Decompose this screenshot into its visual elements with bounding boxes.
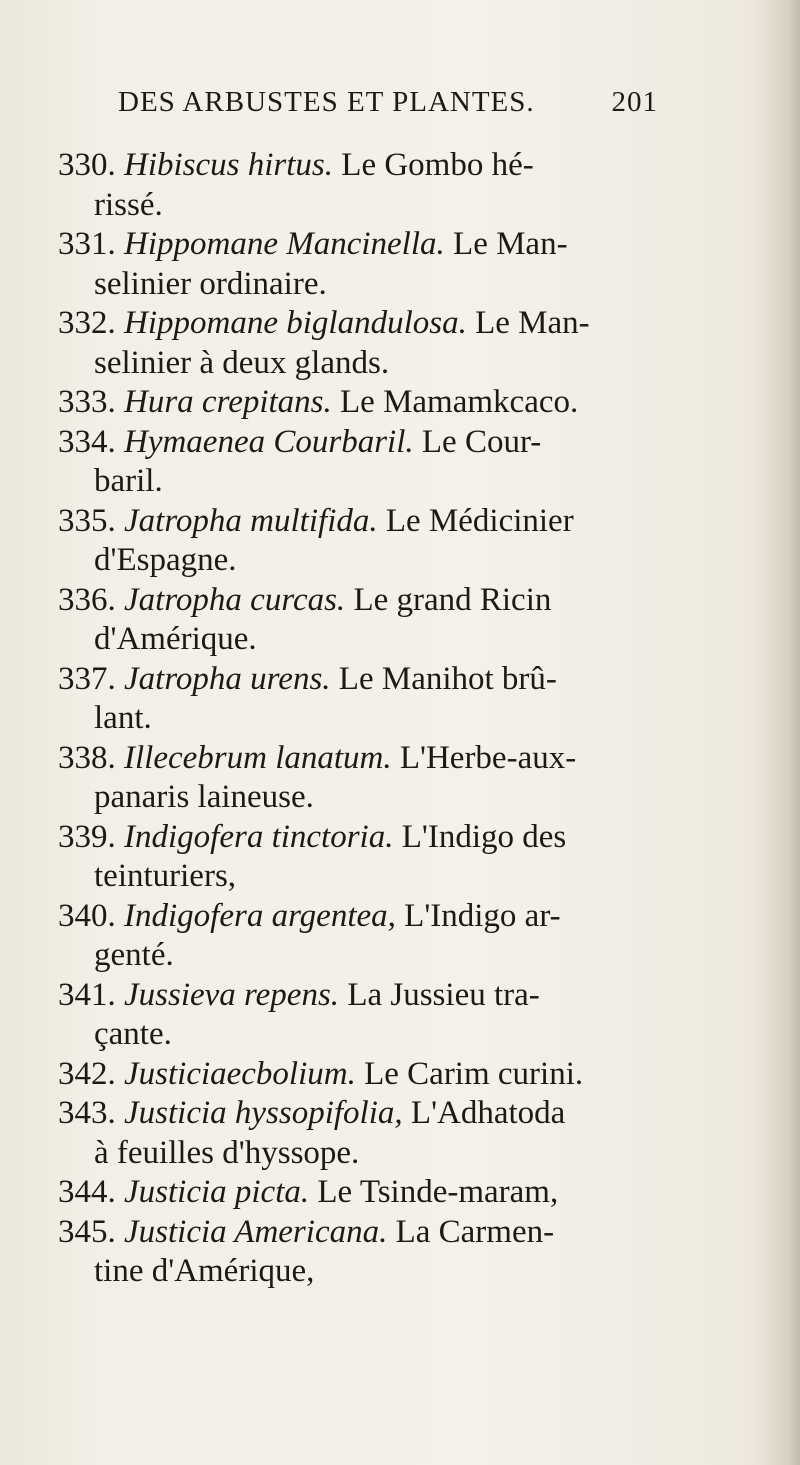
continuation-line: baril. [94, 463, 163, 499]
continuation-line: d'Amérique. [94, 621, 257, 657]
list-item [58, 1173, 758, 1213]
latin-name: Hibiscus hirtus. [124, 147, 334, 183]
continuation-line: tine d'Amérique, [94, 1253, 315, 1289]
latin-name: Hura crepitans. [124, 384, 332, 420]
entry-number: 331. [58, 226, 116, 262]
common-name: La Carmen- [395, 1213, 555, 1250]
entry-number: 336. [58, 581, 116, 618]
list-item [58, 146, 758, 225]
latin-name: Indigofera argentea, [124, 897, 396, 934]
continuation-line: à feuilles d'hyssope. [94, 1134, 360, 1171]
list-item [58, 423, 758, 502]
list-item [58, 1094, 758, 1173]
continuation-line: genté. [94, 937, 174, 973]
entry-number: 340. [58, 897, 116, 934]
entry-number: 334. [58, 423, 116, 460]
list-item [58, 304, 758, 383]
continuation-line: panaris laineuse. [94, 779, 314, 815]
continuation-line: selinier ordinaire. [94, 265, 327, 302]
common-name: L'Herbe-aux- [399, 739, 577, 776]
entry-number: 344. [58, 1174, 116, 1210]
list-item [58, 1055, 758, 1095]
continuation-line: selinier à deux glands. [94, 344, 390, 381]
continuation-line: d'Espagne. [94, 542, 237, 578]
common-name: L'Adhatoda [410, 1095, 566, 1131]
entry-number: 330. [58, 147, 116, 183]
entry-number: 341. [58, 976, 116, 1013]
common-name: Le Man- [475, 305, 590, 341]
latin-name: Illecebrum lanatum. [124, 739, 392, 776]
list-item [58, 897, 758, 976]
page-edge-shadow [760, 0, 800, 1465]
common-name: Le Médicinier [385, 502, 574, 539]
entry-number: 343. [58, 1095, 116, 1131]
common-name: L'Indigo des [401, 818, 567, 855]
entry-number: 339. [58, 818, 116, 855]
latin-name: Jatropha multifida. [124, 502, 378, 539]
entry-number: 335. [58, 502, 116, 539]
list-item [58, 818, 758, 897]
common-name: Le Mamamkcaco. [340, 384, 579, 420]
common-name: L'Indigo ar- [404, 897, 561, 934]
list-item [58, 660, 758, 739]
common-name: Le Carim curini. [364, 1055, 584, 1092]
latin-name: Justiciaecbolium. [124, 1055, 356, 1092]
plant-list [58, 146, 758, 1292]
list-item [58, 502, 758, 581]
latin-name: Indigofera tinctoria. [124, 818, 394, 855]
common-name: Le Cour- [421, 423, 542, 460]
latin-name: Justicia picta. [124, 1174, 310, 1210]
entry-number: 338. [58, 739, 116, 776]
entry-number: 345. [58, 1213, 116, 1250]
entry-number: 333. [58, 384, 116, 420]
list-item [58, 581, 758, 660]
latin-name: Jussieva repens. [124, 976, 340, 1013]
list-item [58, 383, 758, 423]
common-name: Le Tsinde-maram, [317, 1174, 559, 1210]
latin-name: Justicia Americana. [124, 1213, 388, 1250]
common-name: Le grand Ricin [353, 581, 552, 618]
continuation-line: rissé. [94, 186, 163, 223]
list-item [58, 976, 758, 1055]
latin-name: Justicia hyssopifolia, [124, 1095, 403, 1131]
continuation-line: teinturiers, [94, 858, 237, 894]
latin-name: Jatropha urens. [124, 660, 331, 697]
common-name: La Jussieu tra- [347, 976, 540, 1013]
entry-number: 337. [58, 660, 116, 697]
latin-name: Jatropha curcas. [124, 581, 346, 618]
common-name: Le Man- [453, 226, 568, 262]
latin-name: Hippomane biglandulosa. [124, 305, 467, 341]
page-number: 201 [611, 86, 658, 118]
common-name: Le Gombo hé- [341, 147, 534, 183]
continuation-line: çante. [94, 1016, 172, 1052]
latin-name: Hymaenea Courbaril. [124, 423, 414, 460]
list-item [58, 225, 758, 304]
common-name: Le Manihot brû- [338, 660, 557, 697]
list-item [58, 1213, 758, 1292]
entry-number: 332. [58, 305, 116, 341]
continuation-line: lant. [94, 700, 152, 736]
running-title: DES ARBUSTES ET PLANTES. [118, 86, 535, 118]
list-item [58, 739, 758, 818]
latin-name: Hippomane Mancinella. [124, 226, 445, 262]
entry-number: 342. [58, 1055, 116, 1092]
